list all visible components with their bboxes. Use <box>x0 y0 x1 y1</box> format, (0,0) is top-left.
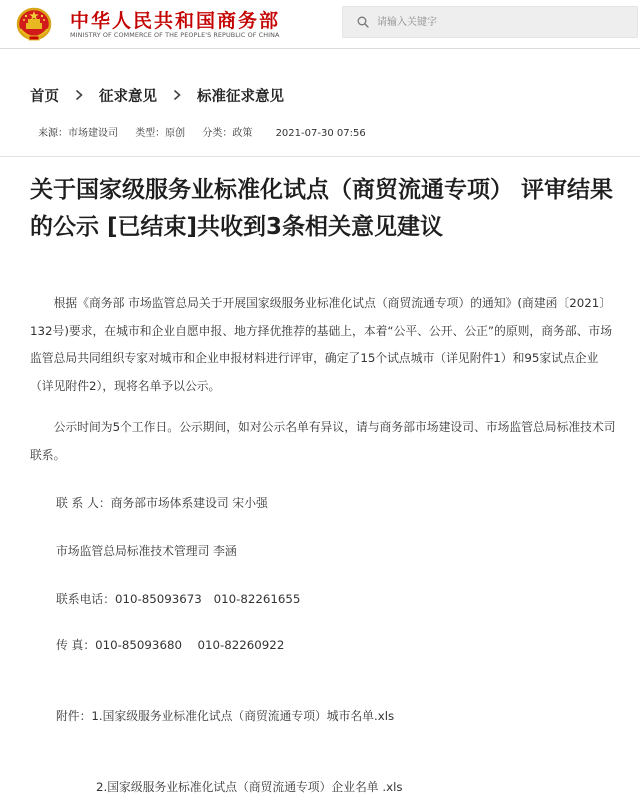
contact-phone: 联系电话：010-85093673 010-82261655 <box>56 592 301 606</box>
divider <box>0 156 640 157</box>
meta-type: 类型：原创 <box>135 128 186 139</box>
breadcrumb-home-link[interactable]: 首页 <box>30 88 59 105</box>
meta-source: 来源：市场建设司 <box>38 128 118 139</box>
search-box[interactable] <box>342 6 638 38</box>
contact-person: 联 系 人：商务部市场体系建设司 宋小强 <box>56 496 268 510</box>
contact-fax: 传 真：010-85093680 010-82260922 <box>56 638 285 652</box>
article-body <box>30 290 620 469</box>
attachment-1-link[interactable]: 附件：1.国家级服务业标准化试点（商贸流通专项）城市名单.xls <box>56 709 395 723</box>
contact-person-2: 市场监管总局标准技术管理司 李涵 <box>56 544 237 558</box>
meta-date: 2021-07-30 07:56 <box>275 128 366 139</box>
article-title: 关于国家级服务业标准化试点（商贸流通专项） 评审结果的公示 [已结束]共收到3条相关意见建议 <box>30 177 614 240</box>
site-title[interactable]: 中华人民共和国商务部 <box>70 10 281 32</box>
article-paragraph-1: 根据《商务部 市场监管总局关于开展国家级服务业标准化试点（商贸流通专项）的通知》(商建函〔2021〕132号)要求，在城市和企业自愿申报、地方择优推荐的基础上，本着“公平、公开、公正”的原则，商务部、市场监管总局共同组织专家对城市和企业申报材料进行评审，确定了15个试点城市（详见附件1）和95家试点企业（详见附件2），现将名单予以公示。 <box>30 296 613 393</box>
breadcrumb-standard-comments-link[interactable]: 标准征求意见 <box>197 88 284 105</box>
breadcrumb <box>30 83 284 107</box>
search-input[interactable] <box>377 12 627 32</box>
chevron-right-icon <box>59 87 99 103</box>
breadcrumb-comments-link[interactable]: 征求意见 <box>99 88 157 105</box>
site-header <box>0 0 640 49</box>
attachment-2-link[interactable]: 2.国家级服务业标准化试点（商贸流通专项）企业名单 .xls <box>96 780 403 794</box>
search-icon[interactable] <box>357 16 369 28</box>
article-paragraph-2: 公示时间为5个工作日。公示期间，如对公示名单有异议，请与商务部市场建设司、市场监管总局标准技术司联系。 <box>30 420 616 462</box>
meta-category: 分类：政策 <box>202 128 253 139</box>
national-emblem-icon[interactable] <box>14 5 54 43</box>
article-meta <box>38 124 380 139</box>
chevron-right-icon <box>157 87 197 103</box>
site-subtitle: MINISTRY OF COMMERCE OF THE PEOPLE'S REPUBLIC OF CHINA <box>70 31 280 39</box>
